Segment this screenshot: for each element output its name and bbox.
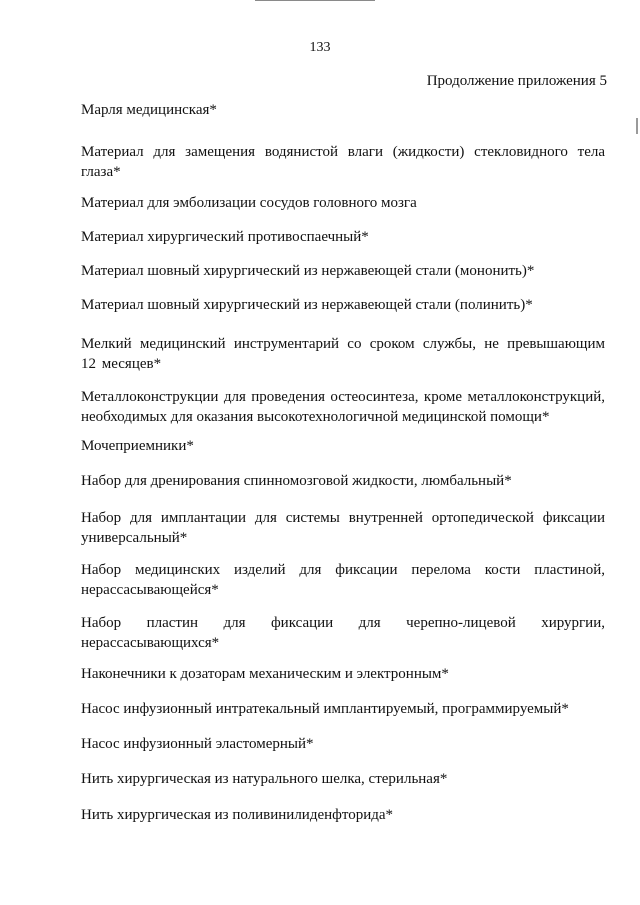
list-item: Нить хирургическая из натурального шелка, стерильная* [81,771,448,787]
scan-edge-line [255,0,375,1]
list-item: Материал для эмболизации сосудов головного мозга [81,195,417,211]
list-item: Набор для дренирования спинномозговой жидкости, люмбальный* [81,473,512,489]
list-item: Материал для замещения водянистой влаги (жидкости) стекловидного тела глаза* [81,144,605,180]
list-item: Мелкий медицинский инструментарий со сроком службы, не превышающим 12 месяцев* [81,336,605,372]
page-number: 133 [309,40,331,55]
scan-margin-mark [636,118,638,134]
appendix-continuation-label: Продолжение приложения 5 [426,73,607,89]
list-item: Наконечники к дозаторам механическим и электронным* [81,666,449,682]
list-item: Материал хирургический противоспаечный* [81,229,369,245]
list-item: Насос инфузионный эластомерный* [81,736,314,752]
list-item: Нить хирургическая из поливинилиденфторида* [81,807,394,823]
list-item: Материал шовный хирургический из нержавеющей стали (полинить)* [81,297,533,313]
list-item: Марля медицинская* [81,102,217,118]
list-item: Набор пластин для фиксации для черепно-лицевой хирургии, нерассасывающихся* [81,615,605,651]
list-item: Металлоконструкции для проведения остеосинтеза, кроме металлоконструкций, необходимых для оказания высокотехнологичной медицинской помощи* [81,389,605,425]
list-item: Набор медицинских изделий для фиксации перелома кости пластиной, нерассасывающейся* [81,562,605,598]
list-item: Мочеприемники* [81,438,194,454]
list-item: Материал шовный хирургический из нержавеющей стали (мононить)* [81,263,535,279]
list-item: Набор для имплантации для системы внутренней ортопедической фиксации универсальный* [81,510,605,546]
list-item: Насос инфузионный интратекальный имплантируемый, программируемый* [81,701,569,717]
